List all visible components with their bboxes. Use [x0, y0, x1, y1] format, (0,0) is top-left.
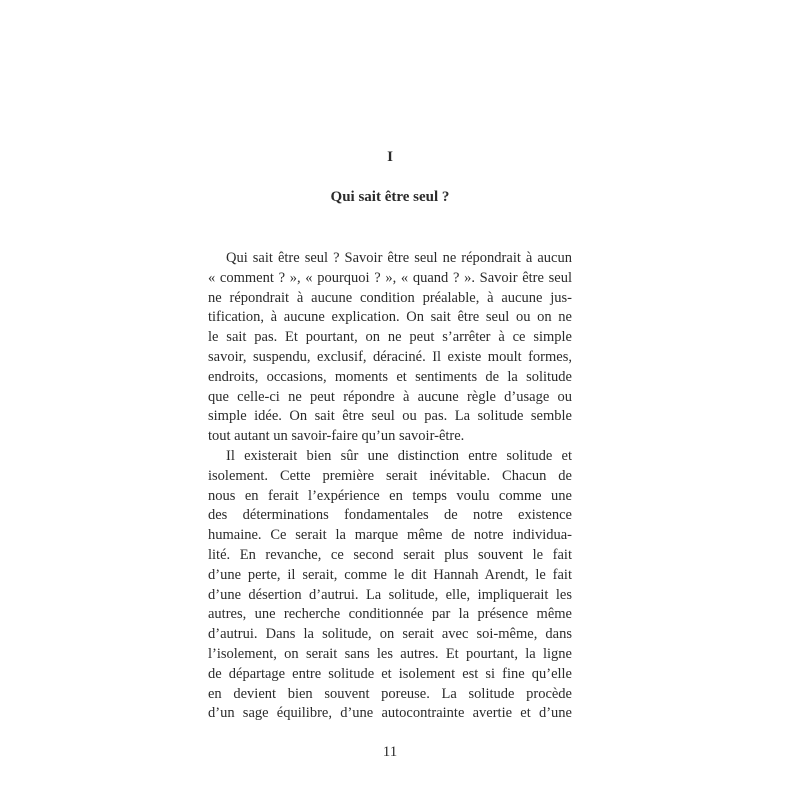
body-text	[208, 249, 572, 724]
text-line: d’une désertion d’autrui. La solitude, elle, impliquerait les	[208, 586, 572, 603]
text-line: savoir, suspendu, exclusif, déraciné. Il existe moult formes,	[208, 348, 572, 365]
paragraph-2	[208, 447, 572, 724]
text-line: en devient bien souvent poreuse. La solitude procède	[208, 685, 572, 702]
text-line: des déterminations fondamentales de notre existence	[208, 507, 572, 524]
text-line: de départage entre solitude et isolement est si fine qu’elle	[208, 665, 572, 682]
text-line: humaine. Ce serait la marque même de notre individua-	[208, 527, 572, 544]
text-line: Il existerait bien sûr une distinction entre solitude et	[226, 447, 572, 464]
text-line: tification, à aucune explication. On sait être seul ou on ne	[208, 309, 572, 326]
text-line: « comment ? », « pourquoi ? », « quand ? ». Savoir être seul	[208, 269, 572, 286]
text-line: d’une perte, il serait, comme le dit Hannah Arendt, le fait	[208, 566, 572, 583]
text-line: tout autant un savoir-faire qu’un savoir-être.	[208, 428, 465, 445]
chapter-title: Qui sait être seul ?	[330, 189, 450, 205]
text-line: d’autrui. Dans la solitude, on serait avec soi-même, dans	[208, 626, 572, 643]
text-line: nous en ferait l’expérience en temps voulu comme une	[208, 487, 572, 504]
text-line: lité. En revanche, ce second serait plus souvent le fait	[208, 546, 572, 563]
text-line: simple idée. On sait être seul ou pas. La solitude semble	[208, 408, 572, 425]
text-line: endroits, occasions, moments et sentiments de la solitude	[208, 368, 572, 385]
text-line: Qui sait être seul ? Savoir être seul ne répondrait à aucun	[226, 250, 572, 266]
text-line: le sait pas. Et pourtant, on ne peut s’arrêter à ce simple	[208, 329, 572, 346]
paragraph-1	[208, 249, 572, 447]
text-line: isolement. Cette première serait inévitable. Chacun de	[208, 467, 572, 484]
text-line: autres, une recherche conditionnée par la présence même	[208, 606, 572, 623]
page-number: 11	[382, 744, 398, 760]
chapter-number: I	[387, 149, 393, 165]
text-line: d’un sage équilibre, d’une autocontrainte avertie et d’une	[208, 705, 572, 722]
text-line: ne répondrait à aucune condition préalable, à aucune jus-	[208, 289, 572, 306]
text-line: que celle-ci ne peut répondre à aucune règle d’usage ou	[208, 388, 572, 405]
text-line: l’isolement, on serait sans les autres. Et pourtant, la ligne	[208, 645, 572, 662]
